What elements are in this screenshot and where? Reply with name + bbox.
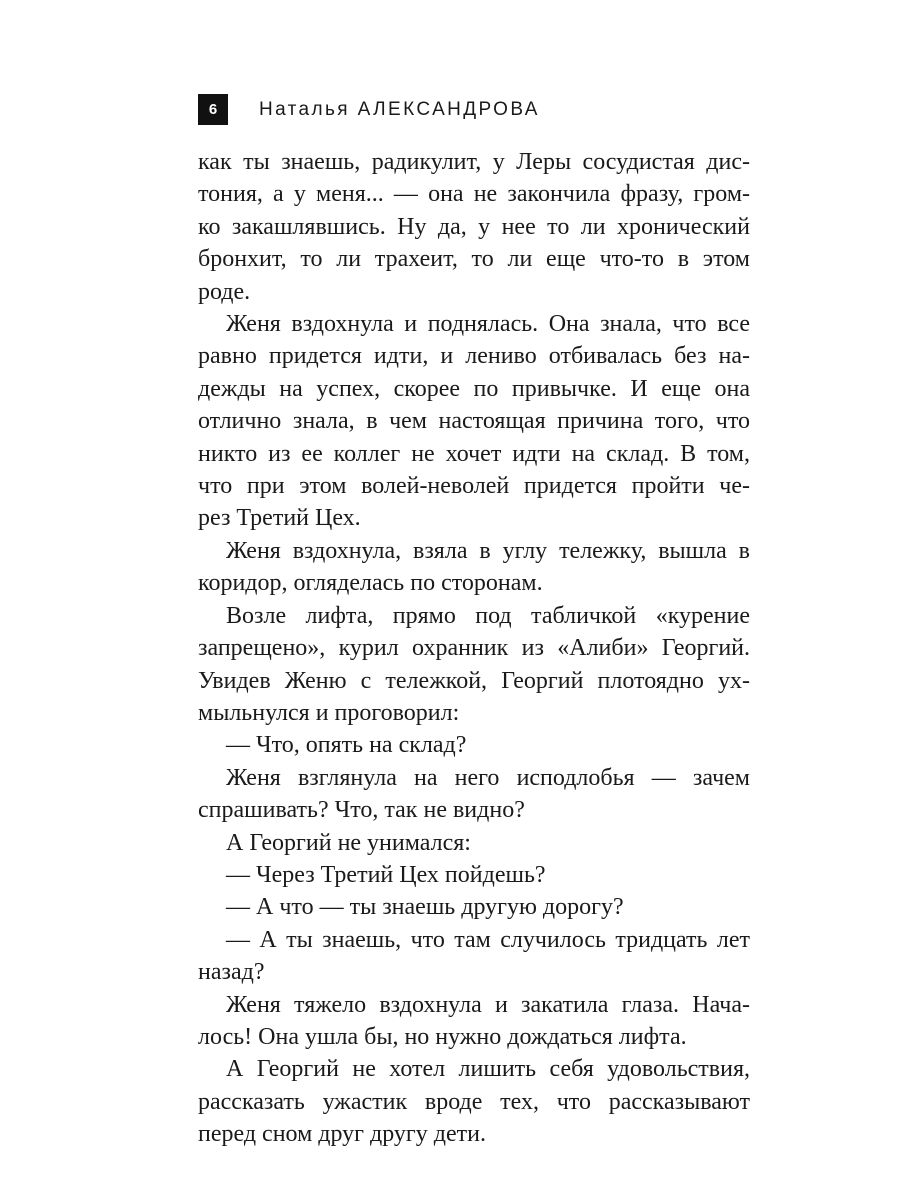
text-line: Женя тяжело вздохнула и закатила глаза. Нача-: [226, 991, 750, 1018]
body-text: [198, 146, 750, 1151]
text-line: как ты знаешь, радикулит, у Леры сосудистая дис-: [198, 149, 750, 175]
text-line: мыльнулся и проговорил:: [198, 699, 460, 726]
paragraph: [198, 859, 750, 891]
text-line: что при этом волей-неволей придется пройти че-: [198, 473, 750, 500]
text-line: — А ты знаешь, что там случилось тридцать лет: [226, 926, 750, 953]
text-line: — А что — ты знаешь другую дорогу?: [226, 894, 624, 921]
text-line: А Георгий не унимался:: [226, 829, 471, 856]
text-line: Увидев Женю с тележкой, Георгий плотоядно ух-: [198, 667, 750, 694]
text-line: перед сном друг другу дети.: [198, 1121, 486, 1148]
text-line: рез Третий Цех.: [198, 505, 361, 532]
text-line: спрашивать? Что, так не видно?: [198, 797, 525, 824]
text-line: — Что, опять на склад?: [226, 732, 467, 759]
author-name: Наталья АЛЕКСАНДРОВА: [259, 98, 540, 120]
paragraph: [198, 729, 750, 761]
text-line: равно придется идти, и лениво отбивалась без на-: [198, 343, 750, 370]
running-head: [198, 94, 540, 125]
paragraph: [198, 600, 750, 730]
text-line: запрещено», курил охранник из «Алиби» Георгий.: [198, 635, 750, 662]
text-line: А Георгий не хотел лишить себя удовольствия,: [226, 1056, 750, 1083]
text-line: отлично знала, в чем настоящая причина того, что: [198, 408, 750, 435]
paragraph: [198, 1053, 750, 1150]
text-line: Возле лифта, прямо под табличкой «курение: [226, 602, 750, 629]
text-line: Женя вздохнула и поднялась. Она знала, что все: [226, 311, 750, 338]
paragraph: [198, 308, 750, 535]
text-line: рассказать ужастик вроде тех, что рассказывают: [198, 1088, 750, 1115]
text-line: — Через Третий Цех пойдешь?: [226, 861, 546, 888]
text-line: коридор, огляделась по сторонам.: [198, 570, 543, 597]
text-line: назад?: [198, 959, 265, 986]
paragraph: [198, 535, 750, 600]
paragraph: [198, 146, 750, 308]
paragraph: [198, 827, 750, 859]
paragraph: [198, 891, 750, 923]
paragraph: [198, 924, 750, 989]
paragraph: [198, 989, 750, 1054]
text-line: дежды на успех, скорее по привычке. И еще она: [198, 375, 750, 402]
text-line: бронхит, то ли трахеит, то ли еще что-то в этом: [198, 246, 750, 273]
paragraph: [198, 762, 750, 827]
text-line: роде.: [198, 278, 251, 305]
text-line: Женя вздохнула, взяла в углу тележку, вышла в: [226, 537, 750, 564]
text-line: тония, а у меня... — она не закончила фразу, гром-: [198, 181, 750, 208]
text-line: Женя взглянула на него исподлобья — зачем: [226, 764, 750, 791]
text-line: лось! Она ушла бы, но нужно дождаться лифта.: [198, 1023, 687, 1050]
text-line: никто из ее коллег не хочет идти на склад. В том,: [198, 440, 750, 467]
text-line: ко закашлявшись. Ну да, у нее то ли хронический: [198, 213, 750, 240]
page-number: 6: [198, 94, 228, 125]
